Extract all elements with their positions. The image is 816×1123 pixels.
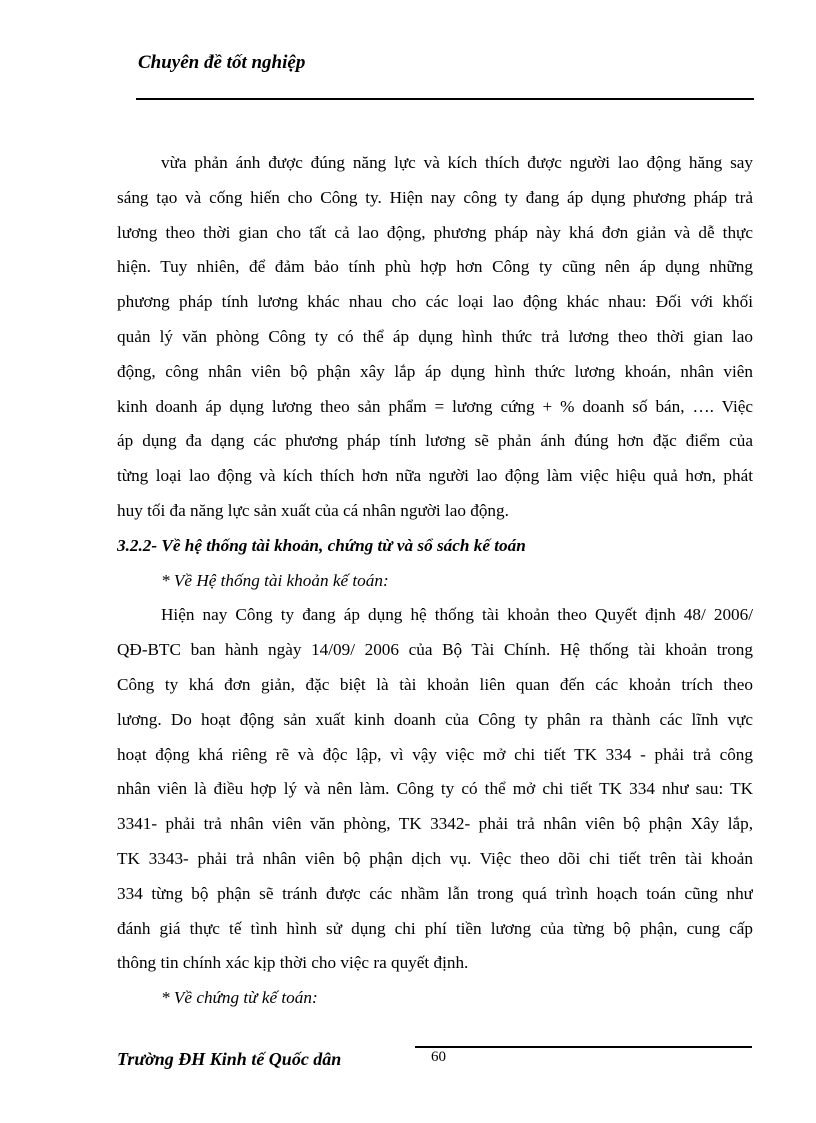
text-line: lương theo thời gian cho tất cả lao động, phương pháp này khá đơn giản và dễ thực [117,222,753,242]
footer-divider [415,1046,752,1048]
footer-school-name: Trường ĐH Kinh tế Quốc dân [117,1049,342,1069]
subsection-label: * Về chứng từ kế toán: [161,988,318,1008]
subsection-label: * Về Hệ thống tài khoản kế toán: [161,570,389,590]
text-line: đánh giá thực tế tình hình sử dụng chi phí tiền lương của từng bộ phận, cung cấp [117,918,753,938]
text-line: lương. Do hoạt động sản xuất kinh doanh của Công ty phân ra thành các lĩnh vực [117,709,753,729]
text-line: quản lý văn phòng Công ty có thể áp dụng hình thức trả lương theo thời gian lao [117,326,753,346]
text-line: QĐ-BTC ban hành ngày 14/09/ 2006 của Bộ Tài Chính. Hệ thống tài khoản trong [117,640,753,660]
text-line: kinh doanh áp dụng lương theo sản phẩm = lương cứng + % doanh số bán, …. Việc [117,396,753,416]
text-line: TK 3343- phải trả nhân viên bộ phận dịch vụ. Việc theo dõi chi tiết trên tài khoản [117,848,753,868]
document-header-title: Chuyên đề tốt nghiệp [138,52,306,73]
text-line: Hiện nay Công ty đang áp dụng hệ thống tài khoản theo Quyết định 48/ 2006/ [161,605,753,625]
text-line: Công ty khá đơn giản, đặc biệt là tài khoản liên quan đến các khoản trích theo [117,674,753,694]
page-number: 60 [431,1049,446,1065]
text-line: nhân viên là điều hợp lý và nên làm. Công ty có thể mở chi tiết TK 334 như sau: TK [117,779,753,799]
text-line: 3341- phải trả nhân viên văn phòng, TK 3342- phải trả nhân viên bộ phận Xây lắp, [117,814,753,834]
text-line: phương pháp tính lương khác nhau cho các loại lao động khác nhau: Đối với khối [117,292,753,312]
text-line: huy tối đa năng lực sản xuất của cá nhân người lao động. [117,500,509,520]
text-line: áp dụng đa dạng các phương pháp tính lương sẽ phản ánh đúng hơn đặc điểm của [117,431,753,451]
text-line: từng loại lao động và kích thích hơn nữa người lao động làm việc hiệu quả hơn, phát [117,466,753,486]
text-line: vừa phản ánh được đúng năng lực và kích thích được người lao động hăng say [161,153,753,172]
text-line: hiện. Tuy nhiên, để đảm bảo tính phù hợp hơn Công ty cũng nên áp dụng những [117,257,753,277]
text-line: 334 từng bộ phận sẽ tránh được các nhầm lẫn trong quá trình hoạch toán cũng như [117,883,753,903]
text-line: thông tin chính xác kịp thời cho việc ra quyết định. [117,953,469,973]
text-line: sáng tạo và cống hiến cho Công ty. Hiện nay công ty đang áp dụng phương pháp trả [117,187,753,207]
text-line: hoạt động khá riêng rẽ và độc lập, vì vậy việc mở chi tiết TK 334 - phải trả công [117,744,753,764]
header-divider [136,98,754,100]
text-line: động, công nhân viên bộ phận xây lắp áp dụng hình thức lương khoán, nhân viên [117,361,753,381]
section-heading: 3.2.2- Về hệ thống tài khoản, chứng từ và sổ sách kế toán [117,535,526,555]
document-body [117,146,753,1016]
